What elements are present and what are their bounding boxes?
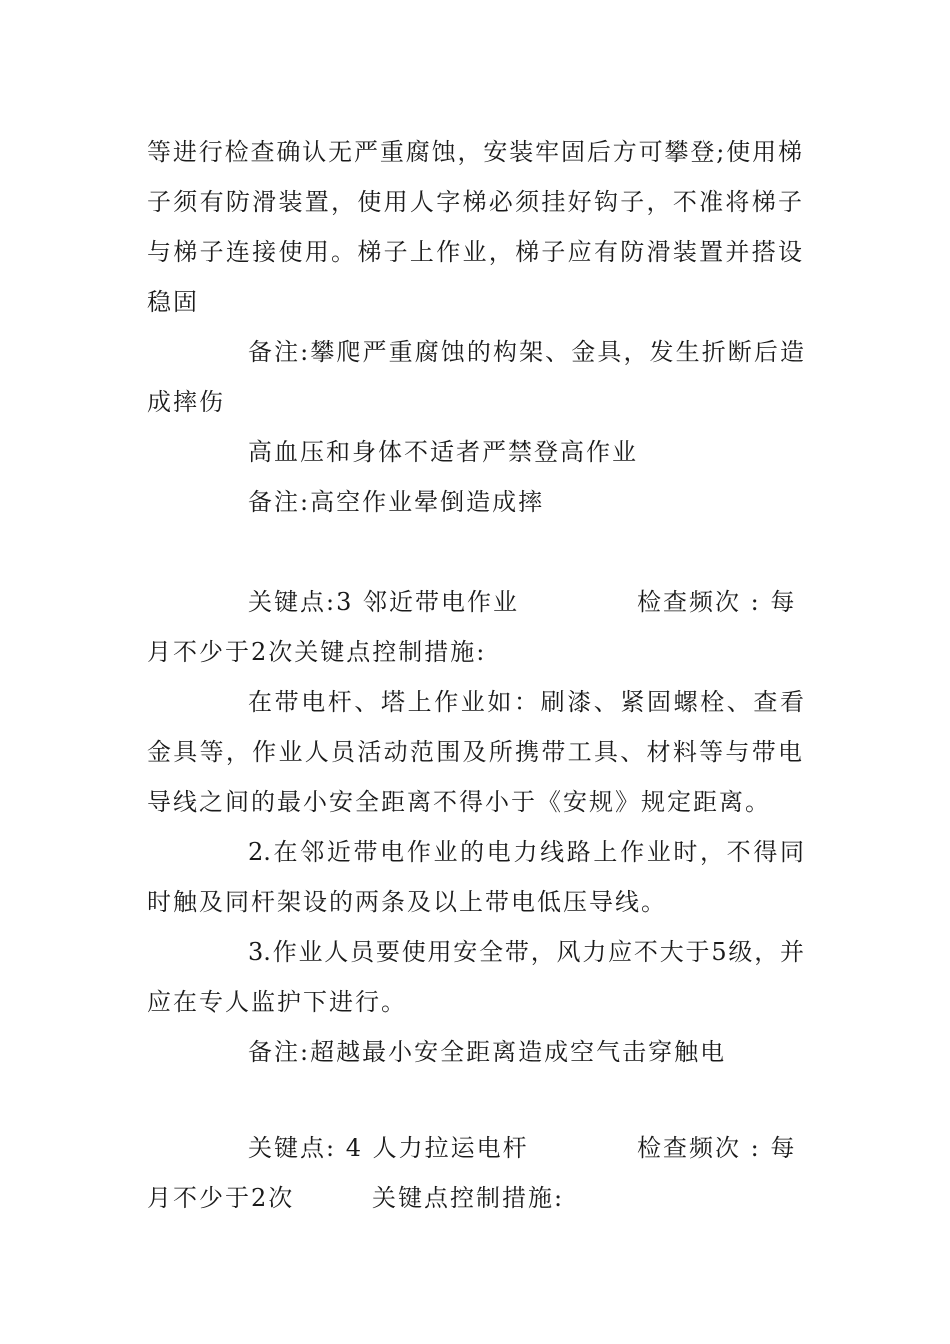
paragraph-line: 2.在邻近带电作业的电力线路上作业时，不得同 xyxy=(248,838,804,866)
note-line: 成摔伤 xyxy=(147,388,225,416)
note-line: 备注:高空作业晕倒造成摔 xyxy=(248,488,545,516)
control-measures-label: 关键点控制措施: xyxy=(372,1184,565,1212)
paragraph-line: 导线之间的最小安全距离不得小于《安规》规定距离。 xyxy=(147,788,771,816)
paragraph-line: 高血压和身体不适者严禁登高作业 xyxy=(248,438,638,466)
note-line: 备注:攀爬严重腐蚀的构架、金具，发生折断后造 xyxy=(248,338,804,366)
paragraph-line: 时触及同杆架设的两条及以上带电低压导线。 xyxy=(147,888,667,916)
check-frequency-label: 检查频次 : 每 xyxy=(637,1134,797,1162)
paragraph-line: 稳固 xyxy=(147,288,199,316)
paragraph-line: 与梯子连接使用。梯子上作业，梯子应有防滑装置并搭设 xyxy=(147,238,802,266)
paragraph-line: 3.作业人员要使用安全带，风力应不大于5级，并 xyxy=(248,938,804,966)
check-frequency-label: 检查频次 : 每 xyxy=(637,588,797,616)
paragraph-line: 月不少于2次 xyxy=(147,1184,295,1212)
paragraph-line: 在带电杆、塔上作业如：刷漆、紧固螺栓、查看 xyxy=(248,688,804,716)
paragraph-line: 月不少于2次关键点控制措施: xyxy=(147,638,487,666)
paragraph-line: 等进行检查确认无严重腐蚀，安装牢固后方可攀登;使用梯 xyxy=(147,138,802,166)
paragraph-line: 应在专人监护下进行。 xyxy=(147,988,407,1016)
paragraph-line: 金具等，作业人员活动范围及所携带工具、材料等与带电 xyxy=(147,738,802,766)
key-point-heading: 关键点:3 邻近带电作业 xyxy=(248,588,519,616)
note-line: 备注:超越最小安全距离造成空气击穿触电 xyxy=(248,1038,727,1066)
paragraph-line: 子须有防滑装置，使用人字梯必须挂好钩子，不准将梯子 xyxy=(147,188,802,216)
key-point-heading: 关键点: 4 人力拉运电杆 xyxy=(248,1134,529,1162)
